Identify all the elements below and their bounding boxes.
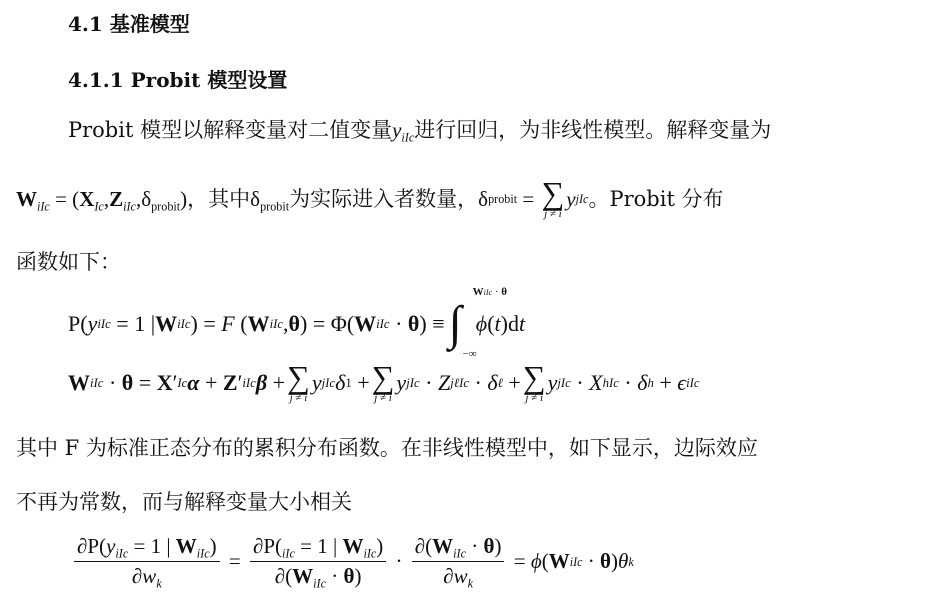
w-definition: $W_{iIc} = (X_{Ic},Z_{iIc},\delta_{probit})$ [16, 186, 188, 213]
fraction-lhs: $\frac{\partial P(y_{iIc} = 1 | W_{iIc})}{\partial w_k}$ [74, 534, 220, 589]
paragraph1-line1 [68, 118, 771, 143]
p1-line2-text-b: 为实际进入者数量， [289, 186, 479, 211]
y-iIc-inline: $y_{iIc}$ [392, 118, 415, 145]
p1-line2-text-a: ，其中 [187, 186, 251, 211]
paragraph1-line2 [16, 175, 724, 221]
paragraph1-line3: 函数如下： [16, 250, 121, 274]
p1-line1-text-b: 进行回归，为非线性模型。解释变量为 [414, 118, 772, 142]
delta-probit-definition: δ probit = ∑ j ≠ i y jIc [478, 175, 589, 221]
fraction-rhs-1: $\frac{\partial P(_{iIc} = 1 | W_{iIc})}{\partial(W_{iIc} \cdot \theta)}$ [250, 534, 386, 589]
sum-symbol-3: ∑ j ≠ i [522, 359, 546, 405]
fraction-rhs-2: $\frac{\partial(W_{iIc} \cdot \theta)}{\partial w_k}$ [412, 534, 505, 589]
equation-linear-index: W iIc · θ = X ′ Ic α + Z ′ iIc β + ∑ j ≠ i y jIc δ 1 + ∑ j ≠ i y jIc · Z jℓIc · δ ℓ + ∑ j ≠ i y jIc · X hIc · δ h + ϵ iIc [68, 359, 700, 405]
paragraph2-line1: 其中 F 为标准正态分布的累积分布函数。在非线性模型中，如下显示，边际效应 [16, 436, 758, 460]
equation-probability: P( y iIc = 1 | W iIc ) = F ( W iIc , θ ) = Φ( W iIc · θ ) ≡ ∫ WiIc · θ −∞ ϕ ( t )d t [68, 286, 526, 360]
integral-sign: ∫ WiIc · θ −∞ [448, 286, 507, 360]
sum-symbol-1: ∑ j ≠ i [287, 359, 310, 405]
sum-symbol: ∑ j ≠ i [541, 175, 565, 221]
heading-4-1: 4.1 基准模型 [68, 12, 190, 36]
p1-line1-text-a: Probit 模型以解释变量对二值变量 [68, 118, 393, 142]
heading-4-1-1: 4.1.1 Probit 模型设置 [68, 68, 288, 92]
paragraph2-line2: 不再为常数，而与解释变量大小相关 [16, 490, 352, 514]
equation-marginal-effect: $\frac{\partial P(y_{iIc} = 1 | W_{iIc})}{\partial w_k}$ = $\frac{\partial P(_{iIc} = 1 | W_{iIc})}{\partial(W_{iIc} \cdot \theta)}$ · $\frac{\partial(W_{iIc} \cdot \theta)}{\partial w_k}$ = ϕ ( W iIc · θ ) θ k [70, 534, 634, 589]
p1-line2-text-c: 。Probit 分布 [588, 186, 724, 211]
sum-symbol-2: ∑ j ≠ i [371, 359, 395, 405]
delta-probit-inline: $\delta_{probit}$ [250, 186, 290, 213]
